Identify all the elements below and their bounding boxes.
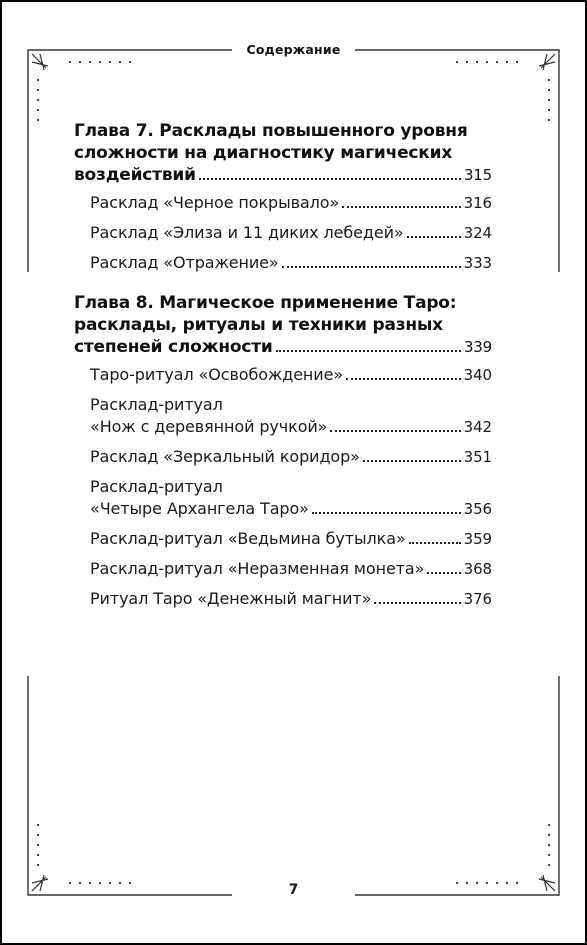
entry-title: Расклад «Отражение» (90, 253, 279, 272)
toc-entry[interactable] (90, 252, 492, 274)
toc-entry[interactable] (90, 192, 492, 214)
table-of-contents (74, 120, 492, 624)
entry-page-number: 316 (463, 194, 492, 212)
toc-entry[interactable] (90, 528, 492, 550)
chapter-title-last-line (74, 336, 492, 358)
dot-leader (409, 542, 461, 544)
chapter-title-line: степеней сложности (74, 337, 273, 357)
chapter-title-line: воздействий (74, 165, 196, 185)
toc-entry[interactable] (90, 446, 492, 468)
toc-entry[interactable] (90, 222, 492, 244)
dot-leader (346, 378, 461, 380)
entry-title: Расклад «Зеркальный коридор» (90, 447, 360, 466)
dot-leader (363, 460, 461, 462)
chapter-title-line: расклады, ритуалы и техники разных (74, 315, 443, 335)
entry-page-number: 368 (463, 560, 492, 578)
dot-leader (374, 602, 460, 604)
dot-leader (427, 572, 460, 574)
toc-entry[interactable] (90, 558, 492, 580)
toc-entry[interactable] (90, 588, 492, 610)
chapter-title-line: сложности на диагностику магических (74, 143, 453, 163)
entry-page-number: 333 (463, 254, 492, 272)
chapter-7 (74, 120, 492, 274)
chapter-title[interactable] (74, 120, 492, 186)
entry-title: «Нож с деревянной ручкой» (90, 417, 328, 436)
chapter-8 (74, 292, 492, 610)
entry-title: Таро-ритуал «Освобождение» (90, 365, 344, 384)
chapter-title-last-line (74, 164, 492, 186)
entry-title-first-line: Расклад-ритуал (90, 477, 223, 496)
toc-entry[interactable] (90, 364, 492, 386)
chapter-entries (74, 192, 492, 274)
entry-title: Расклад «Черное покрывало» (90, 193, 340, 212)
chapter-title-line: Глава 7. Расклады повышенного уровня (74, 121, 468, 141)
dot-leader (199, 178, 461, 180)
dot-leader (342, 206, 460, 208)
chapter-entries (74, 364, 492, 610)
toc-entry[interactable] (90, 476, 492, 520)
entry-title-first-line: Расклад-ритуал (90, 395, 223, 414)
entry-title: Расклад-ритуал «Неразменная монета» (90, 559, 425, 578)
entry-page-number: 356 (463, 500, 492, 518)
entry-title: Расклад «Элиза и 11 диких лебедей» (90, 223, 404, 242)
chapter-page-number: 339 (463, 338, 492, 356)
entry-page-number: 359 (463, 530, 492, 548)
entry-page-number: 342 (463, 418, 492, 436)
dot-leader (407, 236, 461, 238)
entry-page-number: 351 (463, 448, 492, 466)
chapter-title-line: Глава 8. Магическое применение Таро: (74, 293, 457, 313)
dot-leader (312, 512, 461, 514)
chapter-page-number: 315 (463, 166, 492, 184)
dot-leader (282, 266, 461, 268)
entry-title: Расклад-ритуал «Ведьмина бутылка» (90, 529, 406, 548)
page-header-title: Содержание (246, 42, 341, 57)
entry-page-number: 340 (463, 366, 492, 384)
dot-leader (330, 430, 460, 432)
entry-page-number: 324 (463, 224, 492, 242)
page-number: 7 (288, 882, 299, 898)
dot-leader (276, 350, 461, 352)
toc-entry[interactable] (90, 394, 492, 438)
entry-page-number: 376 (463, 590, 492, 608)
entry-title: «Четыре Архангела Таро» (90, 499, 309, 518)
entry-title: Ритуал Таро «Денежный магнит» (90, 589, 372, 608)
chapter-title[interactable] (74, 292, 492, 358)
